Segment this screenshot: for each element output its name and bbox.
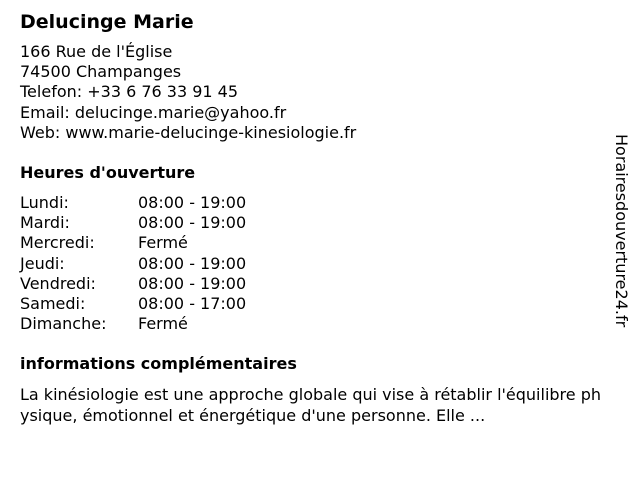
hours-row [20,193,610,213]
hours-time: Fermé [138,233,188,253]
address-street: 166 Rue de l'Église [20,42,173,61]
hours-day: Dimanche: [20,314,107,334]
hours-row [20,294,610,314]
hours-day: Samedi: [20,294,86,314]
hours-time: 08:00 - 17:00 [138,294,247,314]
hours-row [20,213,610,233]
additional-info-title: informations complémentaires [20,354,297,374]
business-card [20,10,610,426]
hours-time: 08:00 - 19:00 [138,213,247,233]
opening-hours-table [20,193,610,334]
site-watermark: Horairesdouverture24.fr [612,134,631,328]
hours-time: 08:00 - 19:00 [138,273,247,293]
opening-hours-title: Heures d'ouverture [20,163,196,183]
hours-day: Jeudi: [20,253,65,273]
email-line: Email: delucinge.marie@yahoo.fr [20,102,287,122]
business-name: Delucinge Marie [20,11,194,33]
hours-row [20,274,610,294]
additional-info-text: La kinésiologie est une approche globale qui vise à rétablir l'équilibre physique, émotionnel et énergétique d'une personne. Elle ... [20,385,601,426]
hours-day: Mardi: [20,213,70,233]
hours-row [20,233,610,253]
hours-time: Fermé [138,314,188,334]
hours-day: Lundi: [20,193,69,213]
website-line: Web: www.marie-delucinge-kinesiologie.fr [20,122,357,142]
hours-day: Mercredi: [20,233,95,253]
hours-row [20,254,610,274]
hours-day: Vendredi: [20,273,96,293]
hours-time: 08:00 - 19:00 [138,193,247,213]
hours-row [20,314,610,334]
address-city: 74500 Champanges [20,62,182,82]
phone-line: Telefon: +33 6 76 33 91 45 [20,82,239,102]
hours-time: 08:00 - 19:00 [138,253,247,273]
